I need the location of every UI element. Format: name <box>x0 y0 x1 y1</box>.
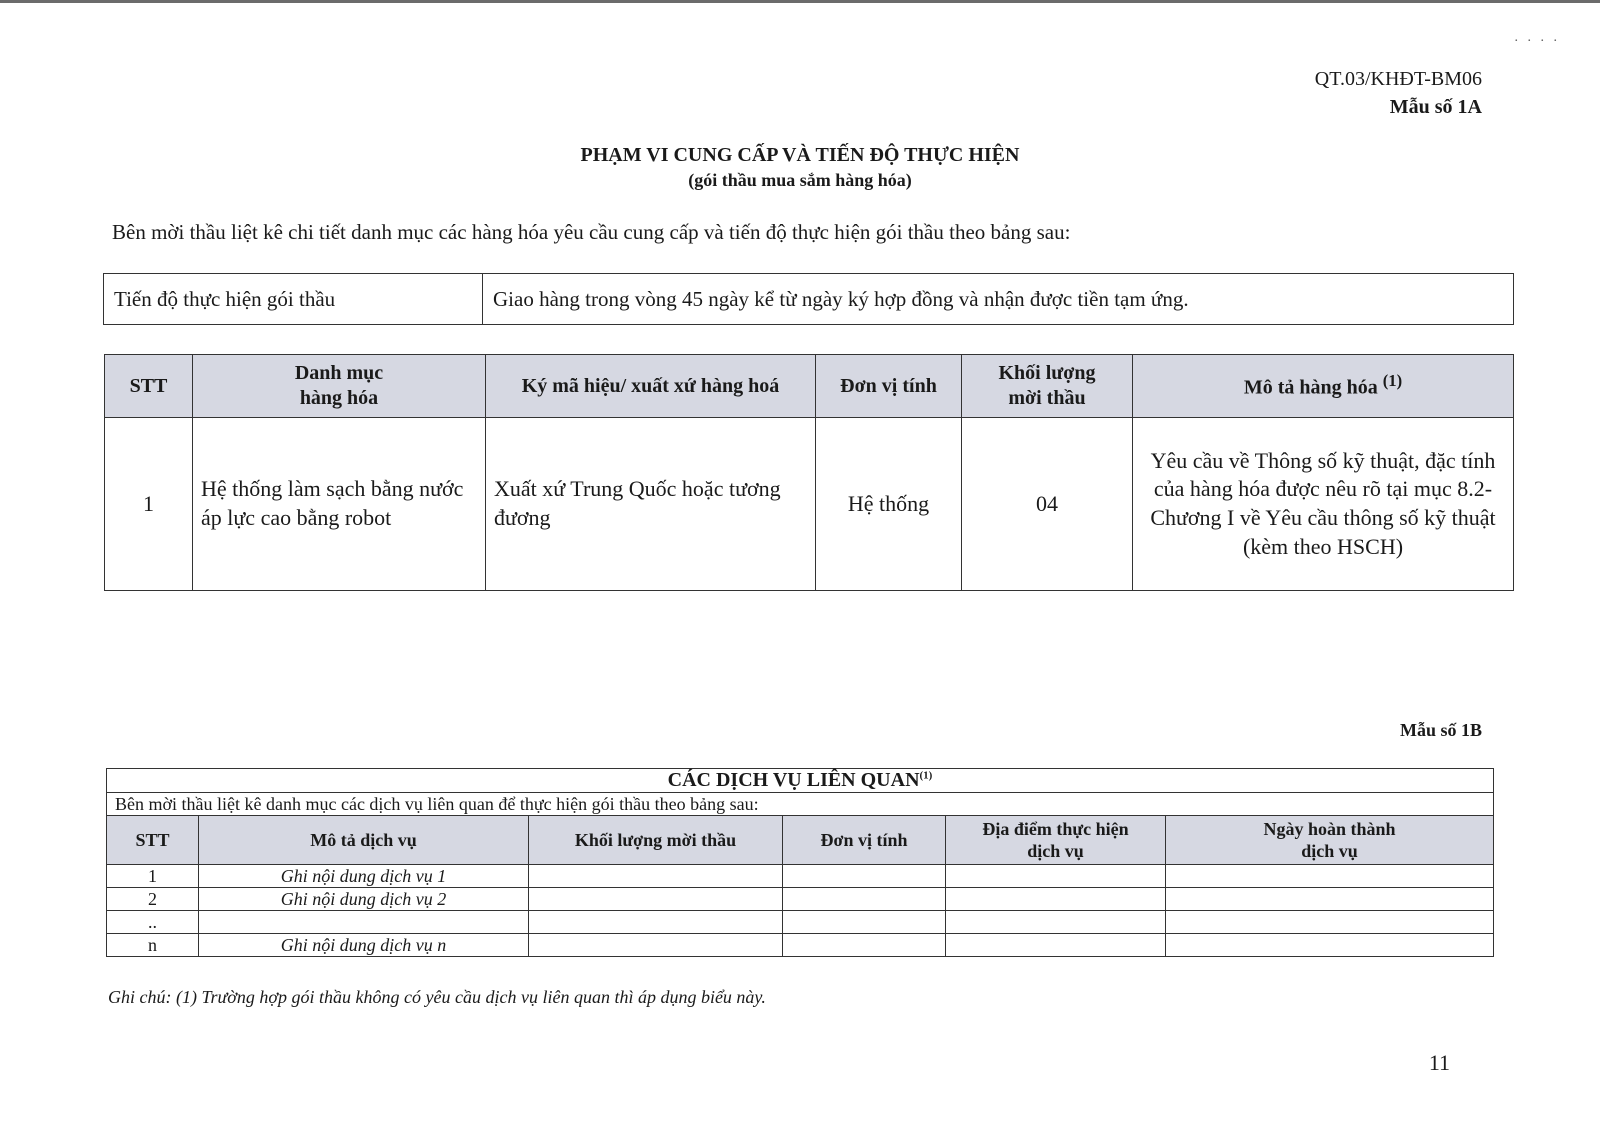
services-header-row <box>107 816 1494 865</box>
col-header-desc <box>1133 355 1514 418</box>
svc-cell-unit <box>783 888 946 911</box>
svc-cell-done <box>1166 865 1494 888</box>
svc-cell-unit <box>783 911 946 934</box>
schedule-row <box>104 274 1514 325</box>
schedule-label: Tiến độ thực hiện gói thầu <box>104 274 483 325</box>
svc-header-desc: Mô tả dịch vụ <box>199 816 529 865</box>
svc-cell-done <box>1166 911 1494 934</box>
services-lead-row <box>107 793 1494 816</box>
corner-marks: . . . . <box>1514 30 1560 45</box>
cell-unit: Hệ thống <box>816 418 962 591</box>
goods-header-row <box>105 355 1514 418</box>
col-header-item <box>193 355 486 418</box>
document-code: QT.03/KHĐT-BM06 <box>1314 68 1482 90</box>
col-header-desc-text: Mô tả hàng hóa <box>1243 376 1378 399</box>
svc-cell-desc: Ghi nội dung dịch vụ 2 <box>199 888 529 911</box>
footnote: Ghi chú: (1) Trường hợp gói thầu không có yêu cầu dịch vụ liên quan thì áp dụng biểu này. <box>108 987 766 1007</box>
cell-item: Hệ thống làm sạch bằng nước áp lực cao bằng robot <box>193 418 486 591</box>
services-lead-text: Bên mời thầu liệt kê danh mục các dịch vụ liên quan để thực hiện gói thầu theo bảng sau: <box>107 793 1494 816</box>
form-label-1a: Mẫu số 1A <box>1389 96 1482 118</box>
col-header-qty-line1: Khối lượng <box>998 362 1096 384</box>
schedule-value: Giao hàng trong vòng 45 ngày kể từ ngày ký hợp đồng và nhận được tiền tạm ứng. <box>483 274 1514 325</box>
table-row <box>107 865 1494 888</box>
form-label-1b: Mẫu số 1B <box>1399 720 1482 740</box>
col-header-code: Ký mã hiệu/ xuất xứ hàng hoá <box>486 355 816 418</box>
svc-cell-place <box>946 865 1166 888</box>
svc-cell-stt: .. <box>107 911 199 934</box>
col-header-qty-line2: mời thầu <box>1008 387 1086 409</box>
cell-qty: 04 <box>962 418 1133 591</box>
svc-cell-stt: n <box>107 934 199 957</box>
services-caption <box>107 769 1494 793</box>
svc-cell-stt: 2 <box>107 888 199 911</box>
svc-header-done <box>1166 816 1494 865</box>
services-table <box>106 768 1494 957</box>
services-caption-footnote: (1) <box>919 769 933 782</box>
svc-cell-desc: Ghi nội dung dịch vụ n <box>199 934 529 957</box>
page-subtitle: (gói thầu mua sắm hàng hóa) <box>688 170 912 190</box>
svc-cell-desc: Ghi nội dung dịch vụ 1 <box>199 865 529 888</box>
table-row <box>105 418 1514 591</box>
svc-header-unit: Đơn vị tính <box>783 816 946 865</box>
svc-cell-qty <box>529 911 783 934</box>
table-row <box>107 934 1494 957</box>
col-header-desc-footnote: (1) <box>1382 371 1403 391</box>
svc-header-place-line1: Địa điểm thực hiện <box>982 818 1129 839</box>
svc-header-done-line2: dịch vụ <box>1301 841 1358 861</box>
svc-cell-done <box>1166 888 1494 911</box>
cell-desc: Yêu cầu về Thông số kỹ thuật, đặc tính của hàng hóa được nêu rõ tại mục 8.2- Chương I về Yêu cầu thông số kỹ thuật (kèm theo HSCH) <box>1133 418 1514 591</box>
col-header-unit: Đơn vị tính <box>816 355 962 418</box>
services-caption-row <box>107 769 1494 793</box>
table-row <box>107 911 1494 934</box>
svc-cell-place <box>946 888 1166 911</box>
intro-text: Bên mời thầu liệt kê chi tiết danh mục các hàng hóa yêu cầu cung cấp và tiến độ thực hiện gói thầu theo bảng sau: <box>112 220 1071 244</box>
svc-header-done-line1: Ngày hoàn thành <box>1263 818 1396 839</box>
svc-header-stt: STT <box>107 816 199 865</box>
col-header-item-line1: Danh mục <box>294 362 384 384</box>
cell-stt: 1 <box>105 418 193 591</box>
svc-header-place <box>946 816 1166 865</box>
col-header-qty <box>962 355 1133 418</box>
col-header-stt: STT <box>105 355 193 418</box>
page-title: PHẠM VI CUNG CẤP VÀ TIẾN ĐỘ THỰC HIỆN <box>580 144 1020 166</box>
svc-cell-unit <box>783 865 946 888</box>
goods-table <box>104 354 1514 591</box>
table-row <box>107 888 1494 911</box>
page-number: 11 <box>1428 1050 1450 1075</box>
schedule-table <box>103 273 1514 325</box>
services-caption-text: CÁC DỊCH VỤ LIÊN QUAN <box>667 769 920 791</box>
col-header-item-line2: hàng hóa <box>299 387 379 409</box>
svc-cell-done <box>1166 934 1494 957</box>
scan-top-edge <box>0 0 1600 3</box>
svc-cell-qty <box>529 865 783 888</box>
svc-cell-desc <box>199 911 529 934</box>
cell-code: Xuất xứ Trung Quốc hoặc tương đương <box>486 418 816 591</box>
svc-header-place-line2: dịch vụ <box>1027 841 1084 861</box>
svc-cell-qty <box>529 888 783 911</box>
svc-cell-unit <box>783 934 946 957</box>
svc-header-qty: Khối lượng mời thầu <box>529 816 783 865</box>
svc-cell-place <box>946 911 1166 934</box>
svc-cell-qty <box>529 934 783 957</box>
svc-cell-place <box>946 934 1166 957</box>
svc-cell-stt: 1 <box>107 865 199 888</box>
